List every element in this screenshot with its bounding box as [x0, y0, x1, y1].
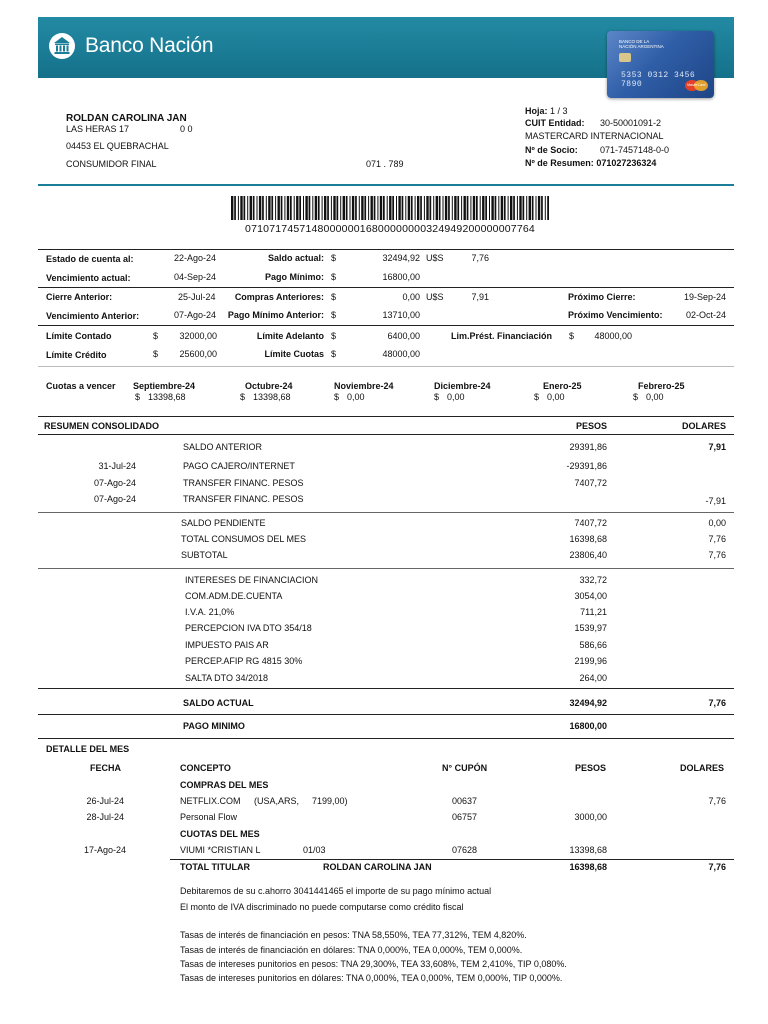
compra-extra: (USA,ARS,	[254, 796, 300, 806]
barcode-bar	[309, 196, 311, 220]
barcode-bar	[439, 196, 441, 220]
cuota-month: Diciembre-24	[434, 381, 491, 391]
client-address: LAS HERAS 17	[66, 124, 130, 134]
compras-anteriores-usd-value: 7,91	[471, 292, 489, 302]
cuota-mes-installment: 01/03	[303, 845, 326, 855]
client-address-number: 0 0	[180, 124, 193, 134]
barcode-bar	[482, 196, 484, 220]
barcode-bar	[411, 196, 413, 220]
lim-prest-financiacion-label: Lim.Prést. Financiación	[451, 331, 553, 341]
card-number-text: 5353 0312 3456 7890	[621, 71, 696, 89]
barcode-bar	[275, 196, 276, 220]
barcode-bar	[480, 196, 481, 220]
cuit-value: 30-50001091-2	[600, 118, 662, 128]
charge-pesos: 264,00	[579, 673, 607, 683]
note-iva: El monto de IVA discriminado no puede computarse como crédito fiscal	[180, 902, 464, 912]
barcode-bar	[296, 196, 298, 220]
barcode-bar	[498, 196, 499, 220]
proximo-cierre-value: 19-Sep-24	[683, 292, 726, 302]
barcode-bar	[417, 196, 419, 220]
page-indicator: Hoja: 1 / 3	[525, 106, 568, 116]
barcode-bar	[473, 196, 475, 220]
barcode-bar	[244, 196, 246, 220]
rate-financiacion-pesos: Tasas de interés de financiación en pesos: TNA 58,550%, TEA 77,312%, TEM 4,820%.	[180, 930, 527, 940]
barcode-bar	[331, 196, 332, 220]
barcode-bar	[415, 196, 416, 220]
charge-label: I.V.A. 21,0%	[185, 607, 235, 617]
movement-pesos: 7407,72	[574, 478, 607, 488]
barcode-bar	[547, 196, 549, 220]
card-bank-text: BANCO DE LA NACIÓN ARGENTINA	[619, 39, 664, 49]
barcode-bar	[408, 196, 410, 220]
barcode-bar	[536, 196, 537, 220]
barcode-bar	[377, 196, 378, 220]
barcode-bar	[541, 196, 543, 220]
summary-rule-2	[38, 287, 734, 288]
socio-label: Nº de Socio:	[525, 145, 578, 155]
detalle-concepto-header: CONCEPTO	[180, 763, 231, 773]
saldo-actual-usd-currency: U$S	[426, 253, 444, 263]
barcode-bar	[405, 196, 406, 220]
charge-pesos: 711,21	[580, 607, 607, 617]
barcode-bar	[467, 196, 469, 220]
card-chip-icon	[619, 53, 631, 62]
total-dolares: 0,00	[708, 518, 726, 528]
client-locality: 04453 EL QUEBRACHAL	[66, 141, 169, 151]
cierre-anterior-label: Cierre Anterior:	[46, 292, 113, 302]
vencimiento-anterior-value: 07-Ago-24	[174, 310, 217, 320]
total-pesos: 7407,72	[574, 518, 607, 528]
charge-label: PERCEP.AFIP RG 4815 30%	[185, 656, 303, 666]
barcode-bar	[322, 196, 323, 220]
barcode-bar	[445, 196, 447, 220]
cuota-value: 0,00	[547, 392, 565, 402]
total-titular-pesos: 16398,68	[569, 862, 607, 872]
movement-dolares: -7,91	[705, 496, 726, 506]
limite-adelanto-currency: $	[331, 331, 337, 341]
barcode-bar	[333, 196, 335, 220]
total-label: SALDO PENDIENTE	[181, 518, 266, 528]
barcode-bar	[396, 196, 397, 220]
barcode-bar	[284, 196, 285, 220]
limite-contado-value: 32000,00	[179, 331, 217, 341]
cuota-value: 0,00	[447, 392, 465, 402]
detalle-pesos-header: PESOS	[574, 763, 606, 773]
resumen-number: Nº de Resumen: 071027236324	[525, 158, 657, 168]
barcode-bar	[436, 196, 438, 220]
movement-date: 07-Ago-24	[93, 478, 136, 488]
limite-cuotas-label: Límite Cuotas	[264, 349, 324, 359]
compra-date: 26-Jul-24	[86, 796, 124, 806]
limite-cuotas-value: 48000,00	[382, 349, 420, 359]
barcode-bar	[352, 196, 354, 220]
saldo-anterior-dolares: 7,91	[708, 442, 726, 452]
cuota-month: Septiembre-24	[133, 381, 196, 391]
barcode-bar	[389, 196, 391, 220]
compra-date: 28-Jul-24	[86, 812, 124, 822]
cuit-label: CUIT Entidad:	[525, 118, 585, 128]
barcode-bar	[271, 196, 273, 220]
barcode-bar	[315, 196, 317, 220]
barcode-bar	[504, 196, 506, 220]
client-condition: CONSUMIDOR FINAL	[66, 159, 157, 169]
cuota-currency: $	[240, 392, 246, 402]
barcode-bar	[420, 196, 422, 220]
total-dolares: 7,76	[708, 550, 726, 560]
rate-punitorios-dolares: Tasas de intereses punitorios en dólares: TNA 0,000%, TEA 0,000%, TEM 0,000%, TIP 0,000%.	[180, 973, 563, 983]
saldo-actual-row-dolares: 7,76	[708, 698, 726, 708]
limite-adelanto-label: Límite Adelanto	[256, 331, 324, 341]
summary-rule-3	[38, 325, 734, 326]
charge-label: SALTA DTO 34/2018	[185, 673, 269, 683]
saldo-actual-row-pesos: 32494,92	[569, 698, 607, 708]
cuota-currency: $	[633, 392, 639, 402]
barcode	[231, 196, 549, 220]
barcode-bar	[290, 196, 292, 220]
total-label: TOTAL CONSUMOS DEL MES	[181, 534, 307, 544]
resumen-top-rule	[38, 416, 734, 417]
rate-financiacion-dolares: Tasas de interés de financiación en dólares: TNA 0,000%, TEA 0,000%, TEM 0,000%.	[180, 945, 523, 955]
vencimiento-label: Vencimiento actual:	[46, 273, 131, 283]
charge-label: COM.ADM.DE.CUENTA	[185, 591, 283, 601]
compra-concept: NETFLIX.COM	[180, 796, 241, 806]
barcode-bar	[368, 196, 369, 220]
rate-punitorios-pesos: Tasas de intereses punitorios en pesos: TNA 29,300%, TEA 33,608%, TEM 2,410%, TIP 0,080%.	[180, 959, 567, 969]
total-pesos: 23806,40	[569, 550, 607, 560]
barcode-bar	[430, 196, 432, 220]
barcode-bar	[247, 196, 248, 220]
barcode-bar	[517, 196, 518, 220]
limite-adelanto-value: 6400,00	[387, 331, 420, 341]
barcode-bar	[312, 196, 313, 220]
charge-label: INTERESES DE FINANCIACION	[185, 575, 319, 585]
barcode-bar	[426, 196, 428, 220]
saldo-anterior-label: SALDO ANTERIOR	[183, 442, 263, 452]
charge-label: IMPUESTO PAIS AR	[185, 640, 269, 650]
barcode-bar	[287, 196, 289, 220]
barcode-bar	[359, 196, 360, 220]
cuota-value: 0,00	[646, 392, 664, 402]
barcode-bar	[371, 196, 373, 220]
total-titular-label: TOTAL TITULAR	[180, 862, 250, 872]
vencimiento-anterior-label: Vencimiento Anterior:	[46, 311, 140, 321]
charge-pesos: 2199,96	[574, 656, 607, 666]
barcode-bar	[526, 196, 527, 220]
saldo-actual-usd-value: 7,76	[471, 253, 489, 263]
barcode-bar	[485, 196, 487, 220]
barcode-bar	[266, 196, 267, 220]
barcode-bar	[433, 196, 434, 220]
barcode-bar	[443, 196, 444, 220]
saldo-actual-currency: $	[331, 253, 337, 263]
limite-credito-label: Límite Crédito	[46, 350, 107, 360]
pago-minimo-anterior-value: 13710,00	[382, 310, 420, 320]
header-divider	[38, 184, 734, 186]
barcode-bar	[508, 196, 509, 220]
cuota-mes-pesos: 13398,68	[569, 845, 607, 855]
barcode-bar	[355, 196, 357, 220]
movement-label: PAGO CAJERO/INTERNET	[183, 461, 295, 471]
total-label: SUBTOTAL	[181, 550, 228, 560]
cuota-month: Octubre-24	[245, 381, 293, 391]
barcode-bar	[361, 196, 363, 220]
client-code: 071 . 789	[366, 159, 404, 169]
barcode-bar	[489, 196, 490, 220]
movement-label: TRANSFER FINANC. PESOS	[183, 494, 304, 504]
barcode-bar	[529, 196, 531, 220]
proximo-cierre-label: Próximo Cierre:	[568, 292, 636, 302]
charge-pesos: 332,72	[579, 575, 607, 585]
barcode-bar	[424, 196, 425, 220]
barcode-bar	[448, 196, 450, 220]
barcode-bar	[387, 196, 388, 220]
barcode-bar	[457, 196, 459, 220]
resumen-header-rule	[38, 434, 734, 435]
charge-label: PERCEPCION IVA DTO 354/18	[185, 623, 312, 633]
cierre-anterior-value: 25-Jul-24	[178, 292, 216, 302]
compra-pesos: 3000,00	[574, 812, 607, 822]
resumen-dolares-header: DOLARES	[681, 421, 726, 431]
barcode-bar	[346, 196, 348, 220]
compra-cupon: 06757	[452, 812, 478, 822]
barcode-bar	[318, 196, 320, 220]
pago-minimo-row-label: PAGO MINIMO	[183, 721, 245, 731]
barcode-bar	[510, 196, 512, 220]
barcode-bar	[305, 196, 307, 220]
saldo-actual-bottom-rule	[38, 714, 734, 715]
barcode-bar	[278, 196, 280, 220]
estado-value: 22-Ago-24	[174, 253, 217, 263]
lim-prest-financiacion-value: 48000,00	[594, 331, 632, 341]
barcode-bar	[299, 196, 301, 220]
detalle-fecha-header: FECHA	[90, 763, 121, 773]
cuota-value: 0,00	[347, 392, 365, 402]
vencimiento-value: 04-Sep-24	[174, 272, 217, 282]
detalle-title: DETALLE DEL MES	[46, 744, 130, 754]
barcode-bar	[327, 196, 329, 220]
limite-contado-currency: $	[153, 331, 159, 341]
barcode-bar	[294, 196, 295, 220]
barcode-bar	[268, 196, 270, 220]
cuota-month: Noviembre-24	[334, 381, 394, 391]
barcode-bar	[461, 196, 462, 220]
barcode-number: 071071745714800000016800000000324949200000007764	[245, 223, 535, 235]
barcode-bar	[495, 196, 497, 220]
compras-anteriores-usd-currency: U$S	[426, 292, 444, 302]
movement-label: TRANSFER FINANC. PESOS	[183, 478, 304, 488]
saldo-actual-label: Saldo actual:	[267, 253, 324, 263]
total-titular-name: ROLDAN CAROLINA JAN	[323, 862, 432, 872]
cuota-currency: $	[334, 392, 340, 402]
barcode-bar	[402, 196, 404, 220]
barcode-bar	[257, 196, 258, 220]
saldo-anterior-pesos: 29391,86	[569, 442, 607, 452]
cuotas-label: Cuotas a vencer	[46, 381, 116, 391]
cuota-month: Febrero-25	[638, 381, 685, 391]
pago-minimo-anterior-currency: $	[331, 310, 337, 320]
total-titular-rule	[170, 859, 734, 860]
barcode-bar	[231, 196, 233, 220]
barcode-bar	[519, 196, 521, 220]
movement-date: 31-Jul-24	[98, 461, 136, 471]
resumen-rule-movs	[38, 512, 734, 513]
barcode-bar	[238, 196, 239, 220]
cuota-mes-concept: VIUMI *CRISTIAN L	[180, 845, 261, 855]
compras-del-mes-title: COMPRAS DEL MES	[180, 780, 269, 790]
cuota-mes-date: 17-Ago-24	[83, 845, 126, 855]
barcode-bar	[383, 196, 385, 220]
credit-card-image	[607, 31, 714, 98]
barcode-bar	[501, 196, 503, 220]
barcode-bar	[464, 196, 466, 220]
barcode-bar	[234, 196, 236, 220]
barcode-bar	[476, 196, 478, 220]
pago-minimo-bottom-rule	[38, 738, 734, 739]
compras-anteriores-value: 0,00	[402, 292, 420, 302]
saldo-actual-value: 32494,92	[382, 253, 420, 263]
socio-value: 071-7457148-0-0	[600, 145, 670, 155]
barcode-bar	[470, 196, 471, 220]
barcode-bar	[262, 196, 264, 220]
barcode-bar	[454, 196, 456, 220]
compras-anteriores-label: Compras Anteriores:	[234, 292, 324, 302]
detalle-cupon-header: N° CUPÓN	[442, 763, 488, 773]
barcode-bar	[337, 196, 339, 220]
compras-anteriores-currency: $	[331, 292, 337, 302]
pago-minimo-value: 16800,00	[382, 272, 420, 282]
pago-minimo-currency: $	[331, 272, 337, 282]
barcode-bar	[392, 196, 394, 220]
movement-date: 07-Ago-24	[93, 494, 136, 504]
limite-cuotas-currency: $	[331, 349, 337, 359]
barcode-bar	[380, 196, 382, 220]
resumen-title: RESUMEN CONSOLIDADO	[44, 421, 160, 431]
barcode-bar	[523, 196, 525, 220]
pago-minimo-anterior-label: Pago Mínimo Anterior:	[227, 310, 324, 320]
barcode-bar	[545, 196, 546, 220]
cuota-value: 13398,68	[148, 392, 186, 402]
total-titular-dolares: 7,76	[708, 862, 726, 872]
note-debito: Debitaremos de su c.ahorro 3041441465 el importe de su pago mínimo actual	[180, 886, 492, 896]
charge-pesos: 3054,00	[574, 591, 607, 601]
bank-building-icon	[48, 31, 76, 61]
card-type: MASTERCARD INTERNACIONAL	[525, 131, 664, 141]
limite-contado-label: Límite Contado	[46, 331, 112, 341]
barcode-bar	[250, 196, 252, 220]
movement-pesos: -29391,86	[566, 461, 607, 471]
barcode-bar	[324, 196, 326, 220]
barcode-bar	[281, 196, 283, 220]
charge-pesos: 1539,97	[574, 623, 607, 633]
compra-extra-amount: 7199,00)	[312, 796, 348, 806]
compra-cupon: 00637	[452, 796, 478, 806]
barcode-bar	[350, 196, 351, 220]
limite-credito-currency: $	[153, 349, 159, 359]
cuota-currency: $	[434, 392, 440, 402]
barcode-bar	[538, 196, 540, 220]
barcode-bar	[343, 196, 345, 220]
barcode-bar	[374, 196, 376, 220]
proximo-vencimiento-value: 02-Oct-24	[685, 310, 726, 320]
barcode-bar	[364, 196, 366, 220]
barcode-bar	[532, 196, 534, 220]
compra-dolares: 7,76	[708, 796, 726, 806]
barcode-bar	[513, 196, 515, 220]
estado-label: Estado de cuenta al:	[46, 254, 134, 264]
barcode-bar	[259, 196, 261, 220]
resumen-rule-totals	[38, 568, 734, 569]
total-pesos: 16398,68	[569, 534, 607, 544]
barcode-bar	[491, 196, 493, 220]
barcode-bar	[452, 196, 453, 220]
cuota-month: Enero-25	[543, 381, 582, 391]
summary-top-rule	[38, 249, 734, 250]
lim-prest-financiacion-currency: $	[569, 331, 575, 341]
compra-concept: Personal Flow	[180, 812, 238, 822]
total-dolares: 7,76	[708, 534, 726, 544]
barcode-bar	[253, 196, 255, 220]
card-logo-text: MasterCard	[687, 83, 706, 87]
saldo-actual-top-rule	[38, 688, 734, 689]
limite-credito-value: 25600,00	[179, 349, 217, 359]
charge-pesos: 586,66	[579, 640, 607, 650]
cuota-value: 13398,68	[253, 392, 291, 402]
cuota-currency: $	[135, 392, 141, 402]
barcode-bar	[240, 196, 242, 220]
summary-bottom-rule	[38, 366, 734, 367]
detalle-dolares-header: DOLARES	[679, 763, 724, 773]
pago-minimo-label: Pago Mínimo:	[265, 272, 324, 282]
barcode-bar	[340, 196, 341, 220]
proximo-vencimiento-label: Próximo Vencimiento:	[568, 310, 663, 320]
pago-minimo-row-pesos: 16800,00	[569, 721, 607, 731]
cuota-currency: $	[534, 392, 540, 402]
resumen-pesos-header: PESOS	[575, 421, 607, 431]
cuotas-del-mes-title: CUOTAS DEL MES	[180, 829, 260, 839]
barcode-bar	[398, 196, 400, 220]
cuota-mes-cupon: 07628	[452, 845, 478, 855]
saldo-actual-row-label: SALDO ACTUAL	[183, 698, 254, 708]
barcode-bar	[303, 196, 304, 220]
brand-name: Banco Nación	[85, 34, 214, 57]
client-name: ROLDAN CAROLINA JAN	[66, 113, 187, 124]
